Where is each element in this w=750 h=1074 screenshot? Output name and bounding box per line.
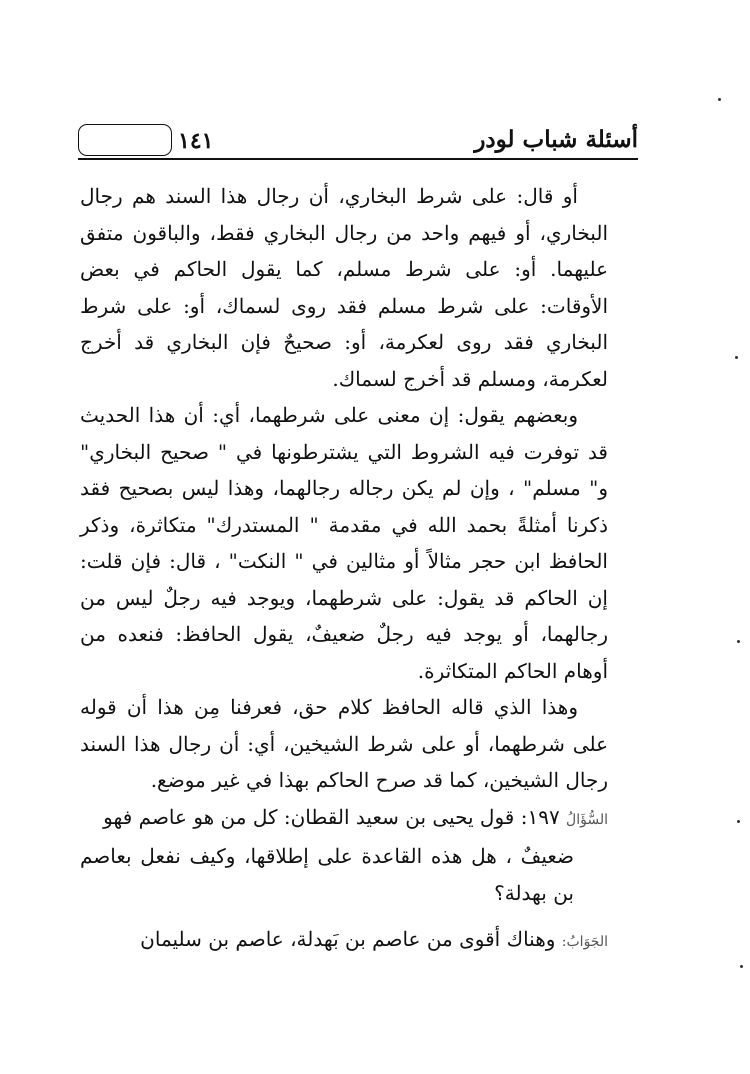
question-text: قول يحيى بن سعيد القطان: كل من هو عاصم فهو [103,804,515,829]
question-number: ١٩٧: [520,804,560,829]
page-number-frame [78,124,172,156]
scan-speck [740,965,743,968]
running-title: أسئلة شباب لودر [474,126,638,153]
question-continuation: ضعيفٌ ، هل هذه القاعدة على إطلاقها، وكيف نفعل بعاصم بن بهدلة؟ [80,844,574,905]
answer-line [80,921,608,961]
page-number: ١٤١ [178,128,214,154]
page-header [78,122,638,162]
question-line [80,799,608,839]
scan-speck [737,820,740,823]
scan-speck [718,98,721,101]
header-rule [78,158,638,160]
paragraph-3: وهذا الذي قاله الحافظ كلام حق، فعرفنا مِن هذا أن قوله على شرطهما، أو على شرط الشيخين، أي: أن رجال هذا السند رجال الشيخين، كما قد صرح الحاكم بهذا في غير موضع. [80,695,608,792]
scan-speck [737,640,740,643]
question-label: السُّؤَالُ [566,811,608,828]
paragraph-2: وبعضهم يقول: إن معنى على شرطهما، أي: أن هذا الحديث قد توفرت فيه الشروط التي يشترطونها في " صحيح البخاري" و" مسلم" ، وإن لم يكن رجاله رجالهما، وهذا ليس بصحيح فقد ذكرنا أمثلةً بحمد الله في مقدمة " المستدرك" متكاثرة، وذكر الحافظ ابن حجر مثالاً أو مثالين في " النكت" ، قال: فإن قلت: إن الحاكم قد يقول: على شرطهما، ويوجد فيه رجلٌ ليس من رجالهما، أو يوجد فيه رجلٌ ضعيفٌ، يقول الحافظ: فنعده من أوهام الحاكم المتكاثرة. [80,403,608,683]
scan-speck [735,356,738,359]
body-text [80,178,608,961]
answer-text: وهناك أقوى من عاصم بن بَهدلة، عاصم بن سليمان [140,927,556,951]
answer-label: الجَوَابُ: [561,934,608,950]
paragraph-1: أو قال: على شرط البخاري، أن رجال هذا السند هم رجال البخاري، أو فيهم واحد من رجال البخاري فقط، والباقون متفق عليهما. أو: على شرط مسلم، كما يقول الحاكم في بعض الأوقات: على شرط مسلم فقد روى لسماك، أو: على شرط البخاري فقد روى لعكرمة، أو: صحيحٌ فإن البخاري قد أخرج لعكرمة، ومسلم قد أخرج لسماك. [80,184,608,391]
